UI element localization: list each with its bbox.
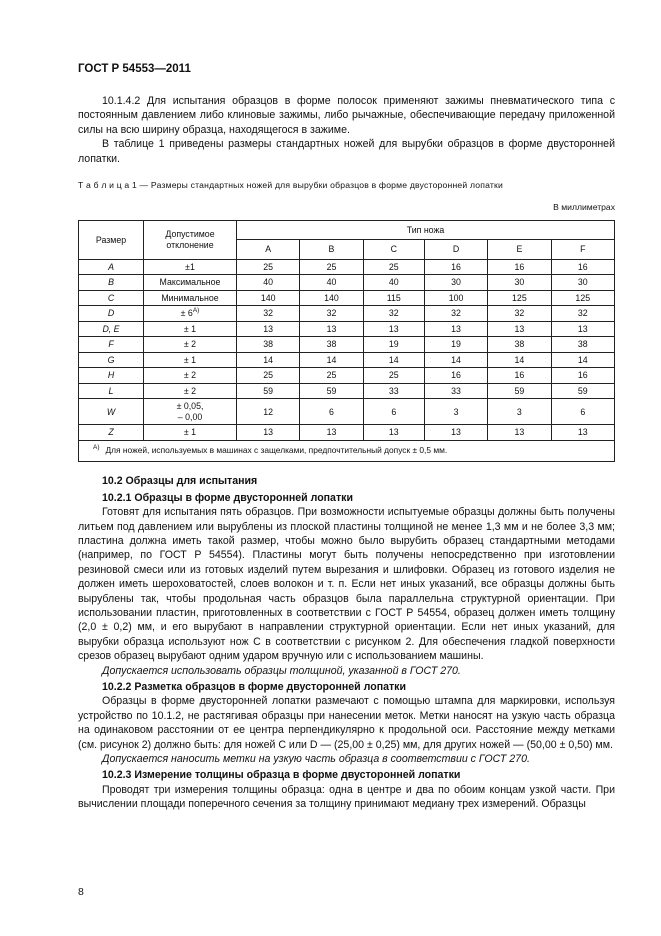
value-cell: 16 bbox=[424, 259, 487, 275]
knife-type-d: D bbox=[424, 240, 487, 260]
value-cell: 13 bbox=[237, 321, 300, 337]
footnote-text: Для ножей, используемых в машинах с защелками, предпочтительный допуск ± 0,5 мм. bbox=[105, 444, 448, 455]
value-cell: 32 bbox=[551, 306, 614, 322]
value-cell: 13 bbox=[424, 321, 487, 337]
value-cell: 16 bbox=[551, 368, 614, 384]
value-cell: 13 bbox=[488, 321, 551, 337]
paragraph-10-1-4-2: 10.1.4.2 Для испытания образцов в форме полосок применяют зажимы пневматического типа с постоянным давлением либо клиновые зажимы, либо рычажные, обеспечивающие передачу приложенной силы на всю ширину образца, находящегося в зажиме. bbox=[78, 95, 615, 136]
value-cell: 25 bbox=[363, 259, 424, 275]
value-cell: 59 bbox=[300, 383, 363, 399]
knife-dimensions-table bbox=[78, 220, 615, 463]
knife-type-a: A bbox=[237, 240, 300, 260]
value-cell: 19 bbox=[363, 337, 424, 353]
value-cell: 38 bbox=[237, 337, 300, 353]
footnote-marker: A) bbox=[93, 444, 100, 452]
size-cell: D bbox=[79, 306, 144, 322]
value-cell: 40 bbox=[300, 275, 363, 291]
tolerance-value: ± 1 bbox=[183, 354, 197, 365]
value-cell: 6 bbox=[363, 399, 424, 425]
tolerance-cell bbox=[144, 290, 237, 306]
tolerance-cell bbox=[144, 337, 237, 353]
note-10-2-1: Допускается использовать образцы толщиной, указанной в ГОСТ 270. bbox=[102, 664, 461, 677]
knife-type-c: C bbox=[363, 240, 424, 260]
value-cell: 59 bbox=[551, 383, 614, 399]
paragraph-10-2-1: Готовят для испытания пять образцов. При возможности испытуемые образцы должны быть получены литьем под давлением или вырублены из плоской пластины толщиной не менее 1,3 мм и не более 3,3 мм; пластина должна иметь такой размер, чтобы можно было вырубить образец стандартными методами (например, по ГОСТ Р 54554). Пластины могут быть получены непосредственно при изготовлении резиновой смеси или из готовых изделий путем вырезания и шлифовки. Образец из готового изделия не должен иметь шероховатостей, слоев волокон и т. п. Если нет иных указаний, все образцы должны быть вырублены так, чтобы продольная часть образцов была параллельна структурной ориентации. При использовании пластин, приготовленных в соответствии с ГОСТ Р 54554, образец должен иметь толщину (2,0 ± 0,2) мм, и его вырубают в направлении структурной ориентации. Если нет иных указаний, для вырубки образца используют нож С в соответствии с рисунком 2. Для обеспечения гладкой поверхности срезов образец вырубают одним ударом вручную или с использованием машины. bbox=[78, 506, 615, 663]
size-cell: D, E bbox=[79, 321, 144, 337]
value-cell: 25 bbox=[300, 368, 363, 384]
value-cell: 59 bbox=[237, 383, 300, 399]
value-cell: 13 bbox=[300, 321, 363, 337]
value-cell: 30 bbox=[551, 275, 614, 291]
value-cell: 6 bbox=[300, 399, 363, 425]
table-row bbox=[79, 290, 615, 306]
value-cell: 14 bbox=[300, 352, 363, 368]
table-row bbox=[79, 425, 615, 441]
value-cell: 12 bbox=[237, 399, 300, 425]
size-cell: H bbox=[79, 368, 144, 384]
table-caption: Т а б л и ц а 1 — Размеры стандартных ножей для вырубки образцов в форме двусторонней лопатки bbox=[78, 180, 503, 191]
value-cell: 140 bbox=[300, 290, 363, 306]
footnote-marker: A) bbox=[192, 307, 200, 315]
value-cell: 32 bbox=[237, 306, 300, 322]
size-cell: C bbox=[79, 290, 144, 306]
value-cell: 19 bbox=[424, 337, 487, 353]
tolerance-value: ± 6 bbox=[180, 308, 193, 319]
document-header: ГОСТ Р 54553—2011 bbox=[78, 63, 191, 75]
table-row bbox=[79, 368, 615, 384]
page-content bbox=[78, 94, 615, 812]
value-cell: 16 bbox=[488, 368, 551, 384]
value-cell: 40 bbox=[237, 275, 300, 291]
size-cell: G bbox=[79, 352, 144, 368]
table-footnote-row bbox=[79, 440, 615, 462]
value-cell: 16 bbox=[488, 259, 551, 275]
value-cell: 13 bbox=[300, 425, 363, 441]
table-footnote bbox=[79, 440, 615, 462]
value-cell: 38 bbox=[300, 337, 363, 353]
section-heading-10-2-3: 10.2.3 Измерение толщины образца в форме двусторонней лопатки bbox=[102, 769, 461, 782]
tolerance-cell bbox=[144, 383, 237, 399]
value-cell: 13 bbox=[237, 425, 300, 441]
tolerance-value: ± 0,05, bbox=[176, 401, 204, 412]
tolerance-cell bbox=[144, 399, 237, 425]
section-heading-10-2-1: 10.2.1 Образцы в форме двусторонней лопатки bbox=[102, 491, 353, 504]
value-cell: 3 bbox=[488, 399, 551, 425]
value-cell: 32 bbox=[300, 306, 363, 322]
value-cell: 59 bbox=[488, 383, 551, 399]
value-cell: 32 bbox=[363, 306, 424, 322]
tolerance-value: Максимальное bbox=[159, 277, 221, 288]
value-cell: 115 bbox=[363, 290, 424, 306]
value-cell: 38 bbox=[488, 337, 551, 353]
value-cell: 14 bbox=[551, 352, 614, 368]
table-row bbox=[79, 259, 615, 275]
table-body bbox=[79, 259, 615, 462]
size-cell: L bbox=[79, 383, 144, 399]
value-cell: 25 bbox=[237, 368, 300, 384]
value-cell: 16 bbox=[424, 368, 487, 384]
tolerance-cell bbox=[144, 352, 237, 368]
size-cell: Z bbox=[79, 425, 144, 441]
value-cell: 40 bbox=[363, 275, 424, 291]
value-cell: 32 bbox=[424, 306, 487, 322]
value-cell: 125 bbox=[488, 290, 551, 306]
tolerance-value: ± 2 bbox=[183, 385, 197, 396]
tolerance-cell bbox=[144, 425, 237, 441]
tolerance-value: ± 2 bbox=[183, 370, 197, 381]
paragraph-10-2-3: Проводят три измерения толщины образца: одна в центре и два по обоим концам узкой части. При вычислении площади поперечного сечения за толщину принимают медиану трех измерений. Образцы bbox=[78, 783, 615, 811]
value-cell: 13 bbox=[363, 425, 424, 441]
value-cell: 100 bbox=[424, 290, 487, 306]
value-cell: 25 bbox=[300, 259, 363, 275]
table-row bbox=[79, 306, 615, 322]
table-row bbox=[79, 321, 615, 337]
column-header-tolerance: Допустимое отклонение bbox=[144, 220, 237, 259]
table-row bbox=[79, 352, 615, 368]
page-number: 8 bbox=[78, 886, 84, 898]
value-cell: 33 bbox=[363, 383, 424, 399]
table-header-row bbox=[79, 220, 615, 240]
knife-type-e: E bbox=[488, 240, 551, 260]
value-cell: 14 bbox=[424, 352, 487, 368]
table-row bbox=[79, 275, 615, 291]
table-row bbox=[79, 337, 615, 353]
tolerance-value: Минимальное bbox=[161, 292, 219, 303]
tolerance-value: ± 2 bbox=[183, 339, 197, 350]
value-cell: 33 bbox=[424, 383, 487, 399]
tolerance-cell bbox=[144, 259, 237, 275]
knife-type-f: F bbox=[551, 240, 614, 260]
value-cell: 140 bbox=[237, 290, 300, 306]
column-header-size: Размер bbox=[79, 220, 144, 259]
value-cell: 3 bbox=[424, 399, 487, 425]
value-cell: 13 bbox=[551, 425, 614, 441]
tolerance-value: ± 1 bbox=[183, 427, 197, 438]
paragraph-table-intro: В таблице 1 приведены размеры стандартных ножей для вырубки образцов в форме двусторонней лопатки. bbox=[78, 138, 615, 165]
table-units: В миллиметрах bbox=[553, 202, 615, 213]
value-cell: 30 bbox=[424, 275, 487, 291]
knife-type-b: B bbox=[300, 240, 363, 260]
value-cell: 16 bbox=[551, 259, 614, 275]
size-cell: F bbox=[79, 337, 144, 353]
note-10-2-2: Допускается наносить метки на узкую часть образца в соответствии с ГОСТ 270. bbox=[102, 753, 530, 766]
value-cell: 30 bbox=[488, 275, 551, 291]
tolerance-cell bbox=[144, 306, 237, 322]
table-row bbox=[79, 383, 615, 399]
tolerance-value: ± 1 bbox=[183, 323, 197, 334]
tolerance-cell bbox=[144, 368, 237, 384]
tolerance-value-lower: – 0,00 bbox=[177, 411, 203, 422]
table-row bbox=[79, 399, 615, 425]
value-cell: 13 bbox=[551, 321, 614, 337]
section-heading-10-2-2: 10.2.2 Разметка образцов в форме двусторонней лопатки bbox=[102, 681, 406, 694]
value-cell: 13 bbox=[424, 425, 487, 441]
value-cell: 25 bbox=[363, 368, 424, 384]
value-cell: 14 bbox=[488, 352, 551, 368]
tolerance-value: ±1 bbox=[185, 261, 195, 272]
value-cell: 38 bbox=[551, 337, 614, 353]
value-cell: 25 bbox=[237, 259, 300, 275]
column-header-knife-type: Тип ножа bbox=[237, 220, 615, 240]
size-cell: B bbox=[79, 275, 144, 291]
value-cell: 32 bbox=[488, 306, 551, 322]
value-cell: 6 bbox=[551, 399, 614, 425]
tolerance-cell bbox=[144, 321, 237, 337]
value-cell: 14 bbox=[363, 352, 424, 368]
paragraph-10-2-2: Образцы в форме двусторонней лопатки размечают с помощью штампа для маркировки, используя устройство по 10.1.2, не растягивая образцы при нанесении меток. Метки наносят на узкую часть образца на одинаковом расстоянии от ее центра перпендикулярно к продольной оси. Расстояние между метками (см. рисунок 2) должно быть: для ножей С или D — (25,00 ± 0,25) мм, для других ножей — (50,00 ± 0,50) мм. bbox=[78, 695, 615, 751]
tolerance-cell bbox=[144, 275, 237, 291]
value-cell: 13 bbox=[363, 321, 424, 337]
value-cell: 14 bbox=[237, 352, 300, 368]
value-cell: 125 bbox=[551, 290, 614, 306]
value-cell: 13 bbox=[488, 425, 551, 441]
size-cell: A bbox=[79, 259, 144, 275]
section-heading-10-2: 10.2 Образцы для испытания bbox=[102, 475, 258, 488]
size-cell: W bbox=[79, 399, 144, 425]
